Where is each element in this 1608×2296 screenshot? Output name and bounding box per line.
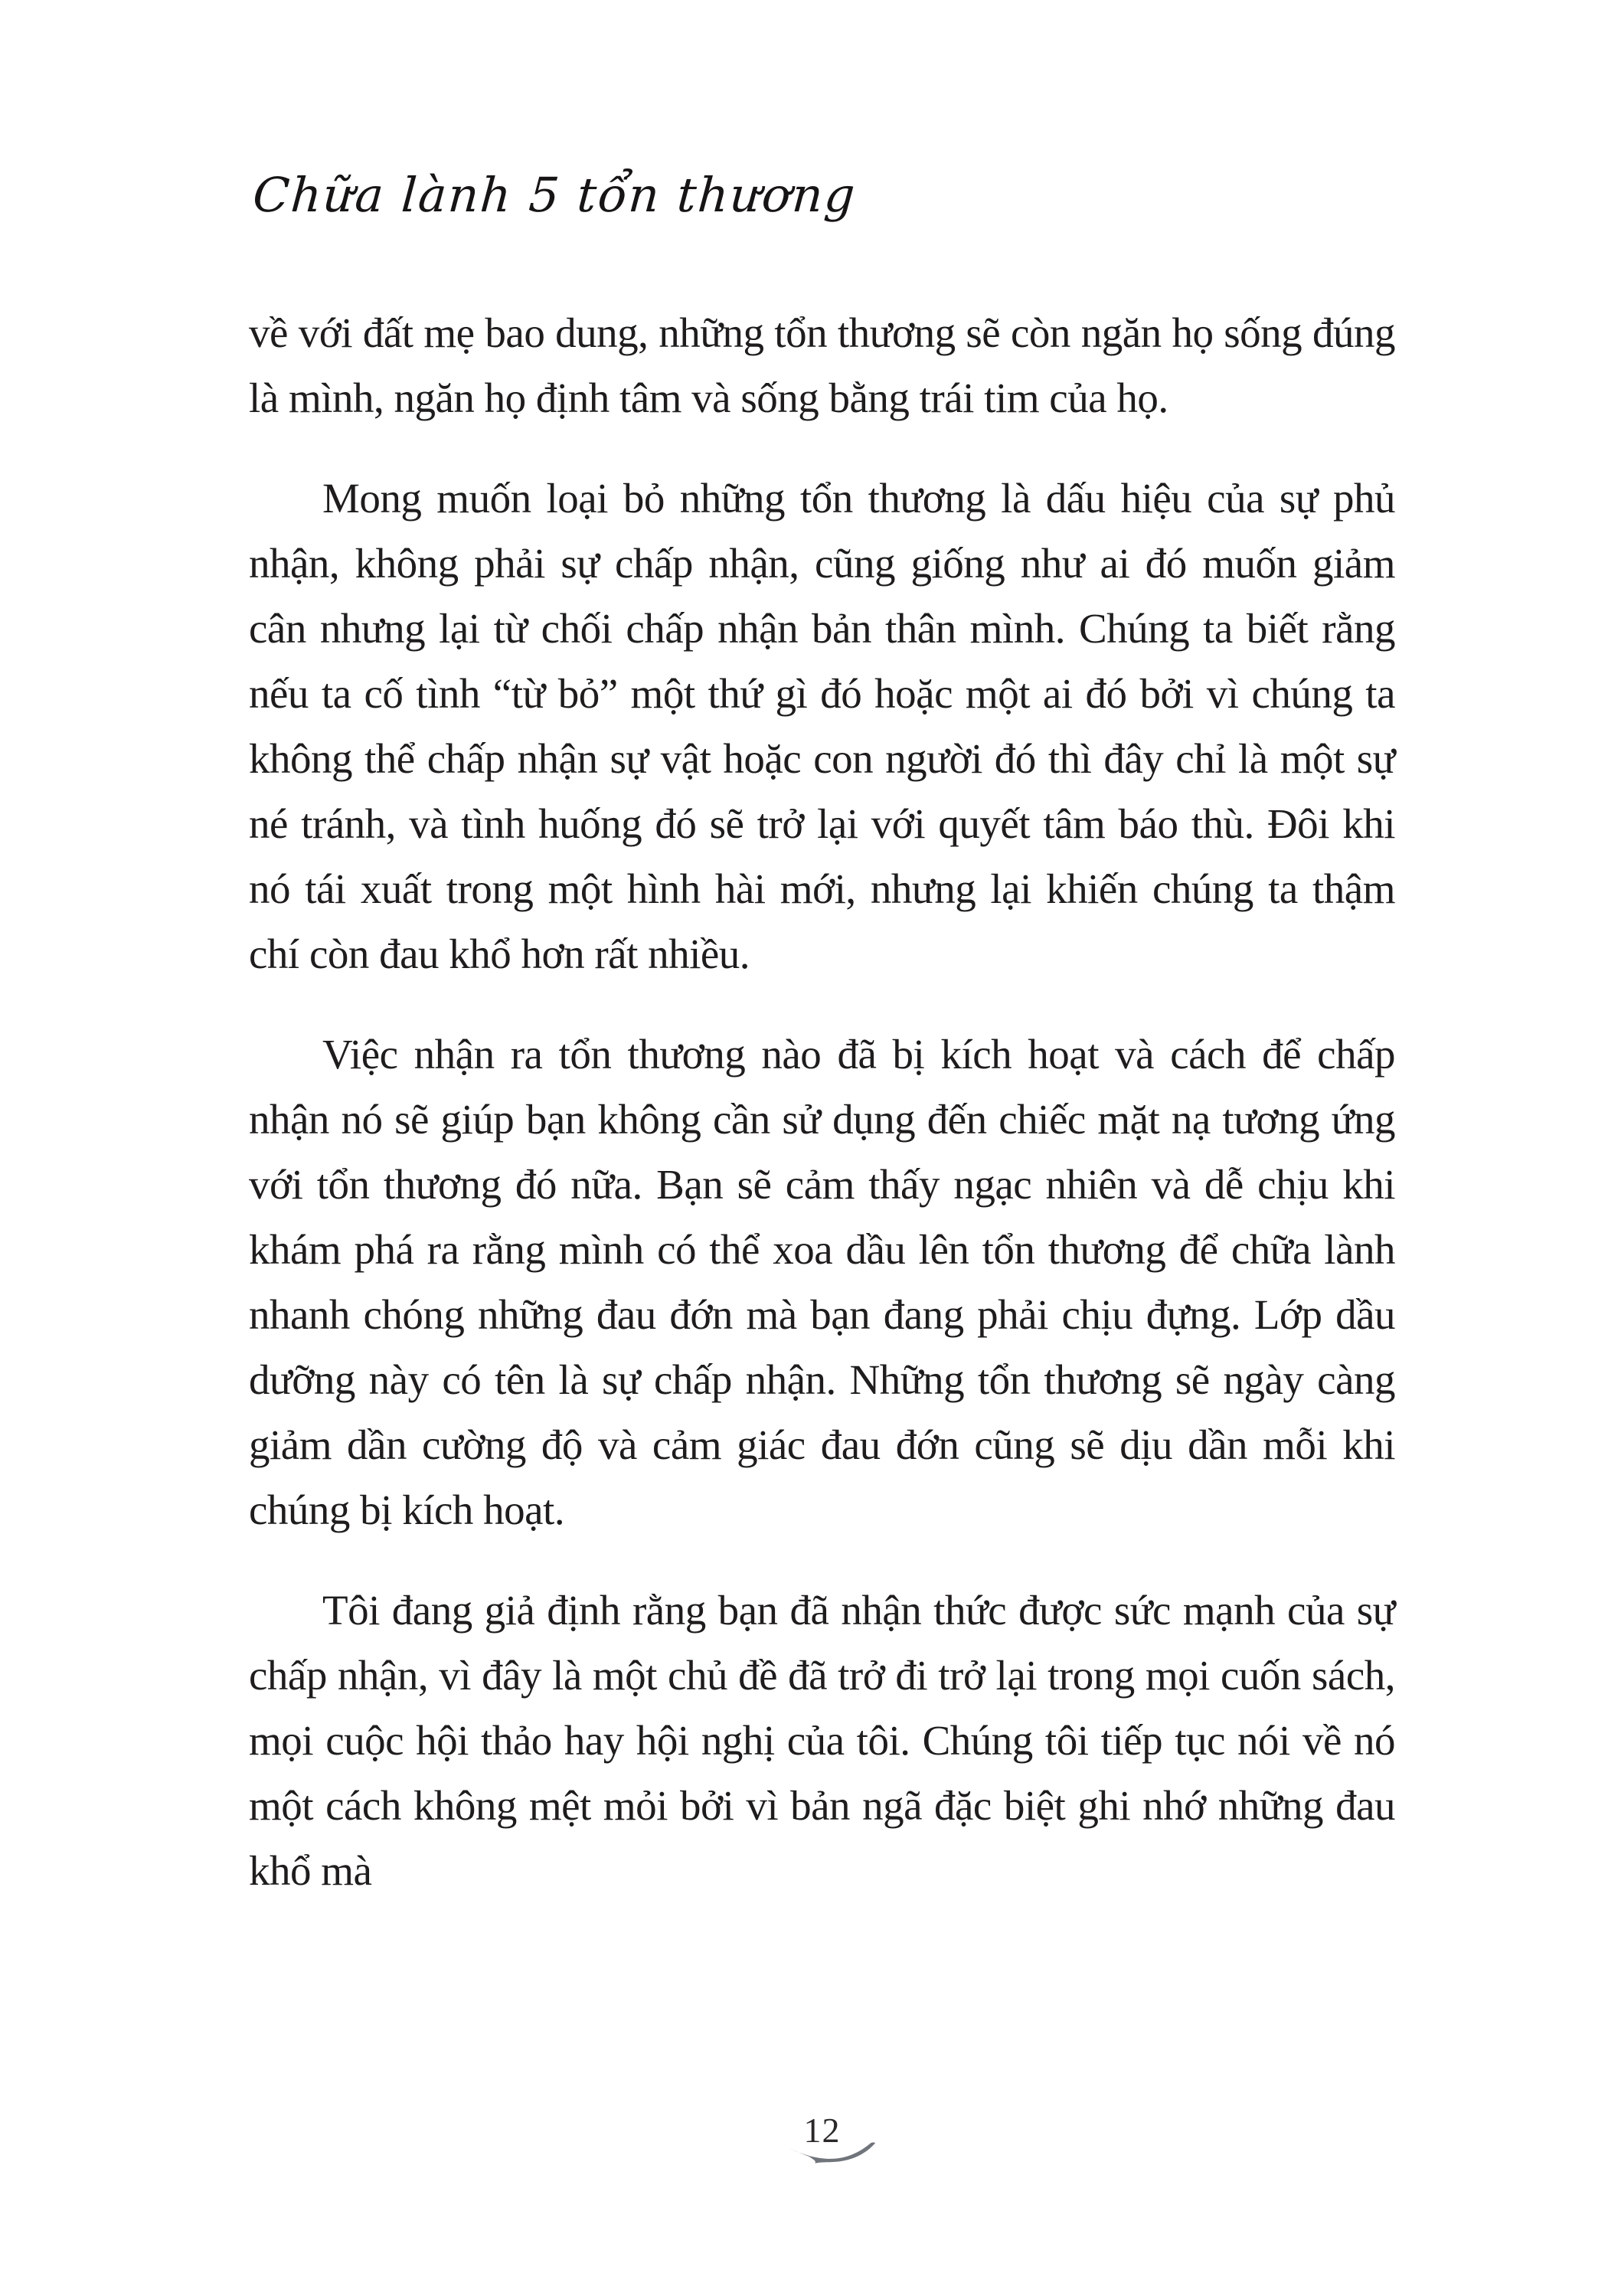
page-footer [249, 2112, 1395, 2164]
paragraph: về với đất mẹ bao dung, những tổn thương sẽ còn ngăn họ sống đúng là mình, ngăn họ định tâm và sống bằng trái tim của họ. [249, 309, 1395, 421]
text-block [249, 300, 1395, 1903]
paragraph: Mong muốn loại bỏ những tổn thương là dấu hiệu của sự phủ nhận, không phải sự chấp nhận, cũng giống như ai đó muốn giảm cân nhưng lại từ chối chấp nhận bản thân mình. Chúng ta biết rằng nếu ta cố tình “từ bỏ” một thứ gì đó hoặc một ai đó bởi vì chúng ta không thể chấp nhận sự vật hoặc con người đó thì đây chỉ là một sự né tránh, và tình huống đó sẽ trở lại với quyết tâm báo thù. Đôi khi nó tái xuất trong một hình hài mới, nhưng lại khiến chúng ta thậm chí còn đau khổ hơn rất nhiều. [249, 475, 1395, 977]
paragraph: Tôi đang giả định rằng bạn đã nhận thức được sức mạnh của sự chấp nhận, vì đây là một chủ đề đã trở đi trở lại trong mọi cuốn sách, mọi cuộc hội thảo hay hội nghị của tôi. Chúng tôi tiếp tục nói về nó một cách không mệt mỏi bởi vì bản ngã đặc biệt ghi nhớ những đau khổ mà [249, 1587, 1395, 1894]
paragraph: Việc nhận ra tổn thương nào đã bị kích hoạt và cách để chấp nhận nó sẽ giúp bạn không cần sử dụng đến chiếc mặt nạ tương ứng với tổn thương đó nữa. Bạn sẽ cảm thấy ngạc nhiên và dễ chịu khi khám phá ra rằng mình có thể xoa dầu lên tổn thương để chữa lành nhanh chóng những đau đớn mà bạn đang phải chịu đựng. Lớp dầu dưỡng này có tên là sự chấp nhận. Những tổn thương sẽ ngày càng giảm dần cường độ và cảm giác đau đớn cũng sẽ dịu dần mỗi khi chúng bị kích hoạt. [249, 1031, 1395, 1533]
running-header-title: Chữa lành 5 tổn thương [251, 167, 858, 223]
page-number: 12 [803, 2111, 841, 2150]
flourish-icon [788, 2141, 878, 2164]
